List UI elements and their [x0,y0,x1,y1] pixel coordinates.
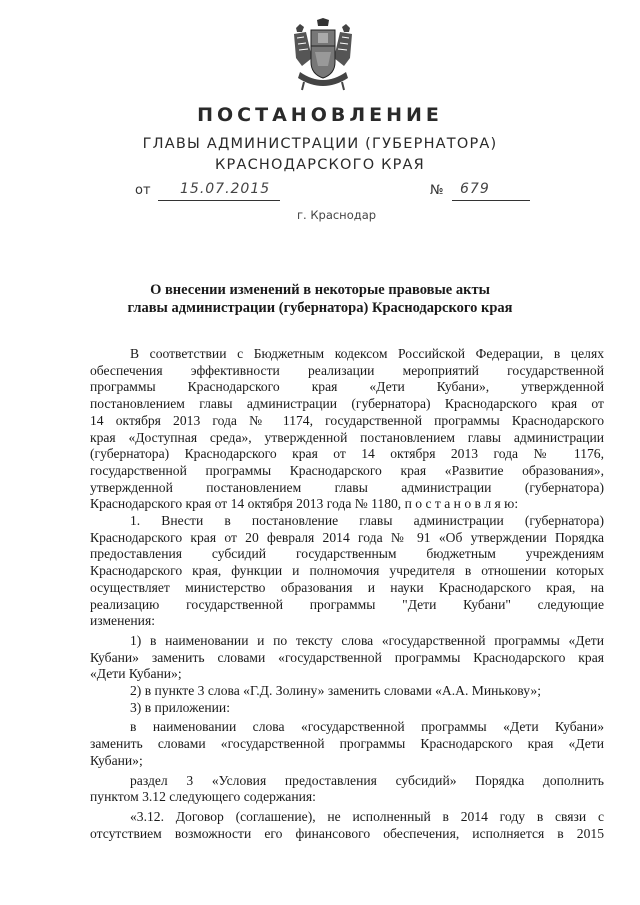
body-line: отсутствием возможности его финансового обеспечения, исполняется в 2015 [90,825,604,841]
body-line: программы Краснодарского края «Дети Кубани», утвержденной [90,379,604,395]
body-line: осуществляет министерство образования и науки Краснодарского края, на [90,579,604,595]
body-line: Кубани»; [90,752,143,768]
coat-of-arms-emblem [290,18,356,92]
body-line: В соответствии с Бюджетным кодексом Российской Федерации, в целях [130,346,604,361]
issuer-line-1: ГЛАВЫ АДМИНИСТРАЦИИ (ГУБЕРНАТОРА) [142,136,498,152]
number-value: 679 [460,181,490,197]
body-line: в наименовании слова «государственной программы «Дети Кубани» [130,719,604,735]
body-line: предоставления субсидий государственным бюджетным учреждениям [90,546,604,562]
document-title-line-1: О внесении изменений в некоторые правовые акты [150,282,490,298]
body-line: изменения: [90,613,155,629]
body-line: 1) в наименовании и по тексту слова «государственной программы «Дети [130,632,604,648]
body-line: «3.12. Договор (соглашение), не исполненный в 2014 году в связи с [130,808,604,824]
body-line: 3) в приложении: [130,699,230,715]
body-line: Краснодарского края от 14 октября 2013 года № 1180, п о с т а н о в л я ю: [90,496,519,512]
body-line: заменить словами «государственной программы Краснодарского края «Дети [90,736,604,752]
date-prefix: от [135,183,151,198]
date-underline [158,200,280,201]
body-line: реализацию государственной программы "Дети Кубани" следующие [90,596,604,612]
body-line: постановлением главы администрации (губернатора) Краснодарского края от [90,396,604,412]
document-type-heading: ПОСТАНОВЛЕНИЕ [197,104,443,126]
body-line: края «Доступная среда», утвержденной постановлением главы администрации [90,429,604,445]
body-line: раздел 3 «Условия предоставления субсидий» Порядка дополнить [130,772,604,788]
body-line: государственной программы Краснодарского края «Развитие образования», [90,462,604,478]
body-line: утвержденной постановлением главы администрации (губернатора) [90,479,604,495]
body-line: пунктом 3.12 следующего содержания: [90,789,316,805]
body-line: Краснодарского края от 20 февраля 2014 года № 91 «Об утверждении Порядка [90,529,604,545]
body-line: 14 октября 2013 года № 1174, государственной программы Краснодарского [90,412,604,428]
body-line: обеспечения эффективности реализации мероприятий государственной [90,362,604,378]
date-value: 15.07.2015 [180,181,271,197]
document-title-line-2: главы администрации (губернатора) Краснодарского края [127,300,513,316]
body-line: Кубани» заменить словами «государственной программы Краснодарского края [90,649,604,665]
body-line: «Дети Кубани»; [90,666,182,682]
body-line: 1. Внести в постановление главы администрации (губернатора) [130,513,604,529]
number-prefix: № [430,183,444,198]
number-underline [452,200,530,201]
body-line: 2) в пункте 3 слова «Г.Д. Золину» заменить словами «А.А. Минькову»; [130,683,541,699]
issuer-line-2: КРАСНОДАРСКОГО КРАЯ [215,157,425,173]
body-line: Краснодарского края, функции и полномочия учредителя в отношении которых [90,563,604,579]
document-body [90,346,604,842]
body-line: (губернатора) Краснодарского края от 14 октября 2013 года № 1176, [90,446,604,462]
city-label: г. Краснодар [297,208,377,222]
